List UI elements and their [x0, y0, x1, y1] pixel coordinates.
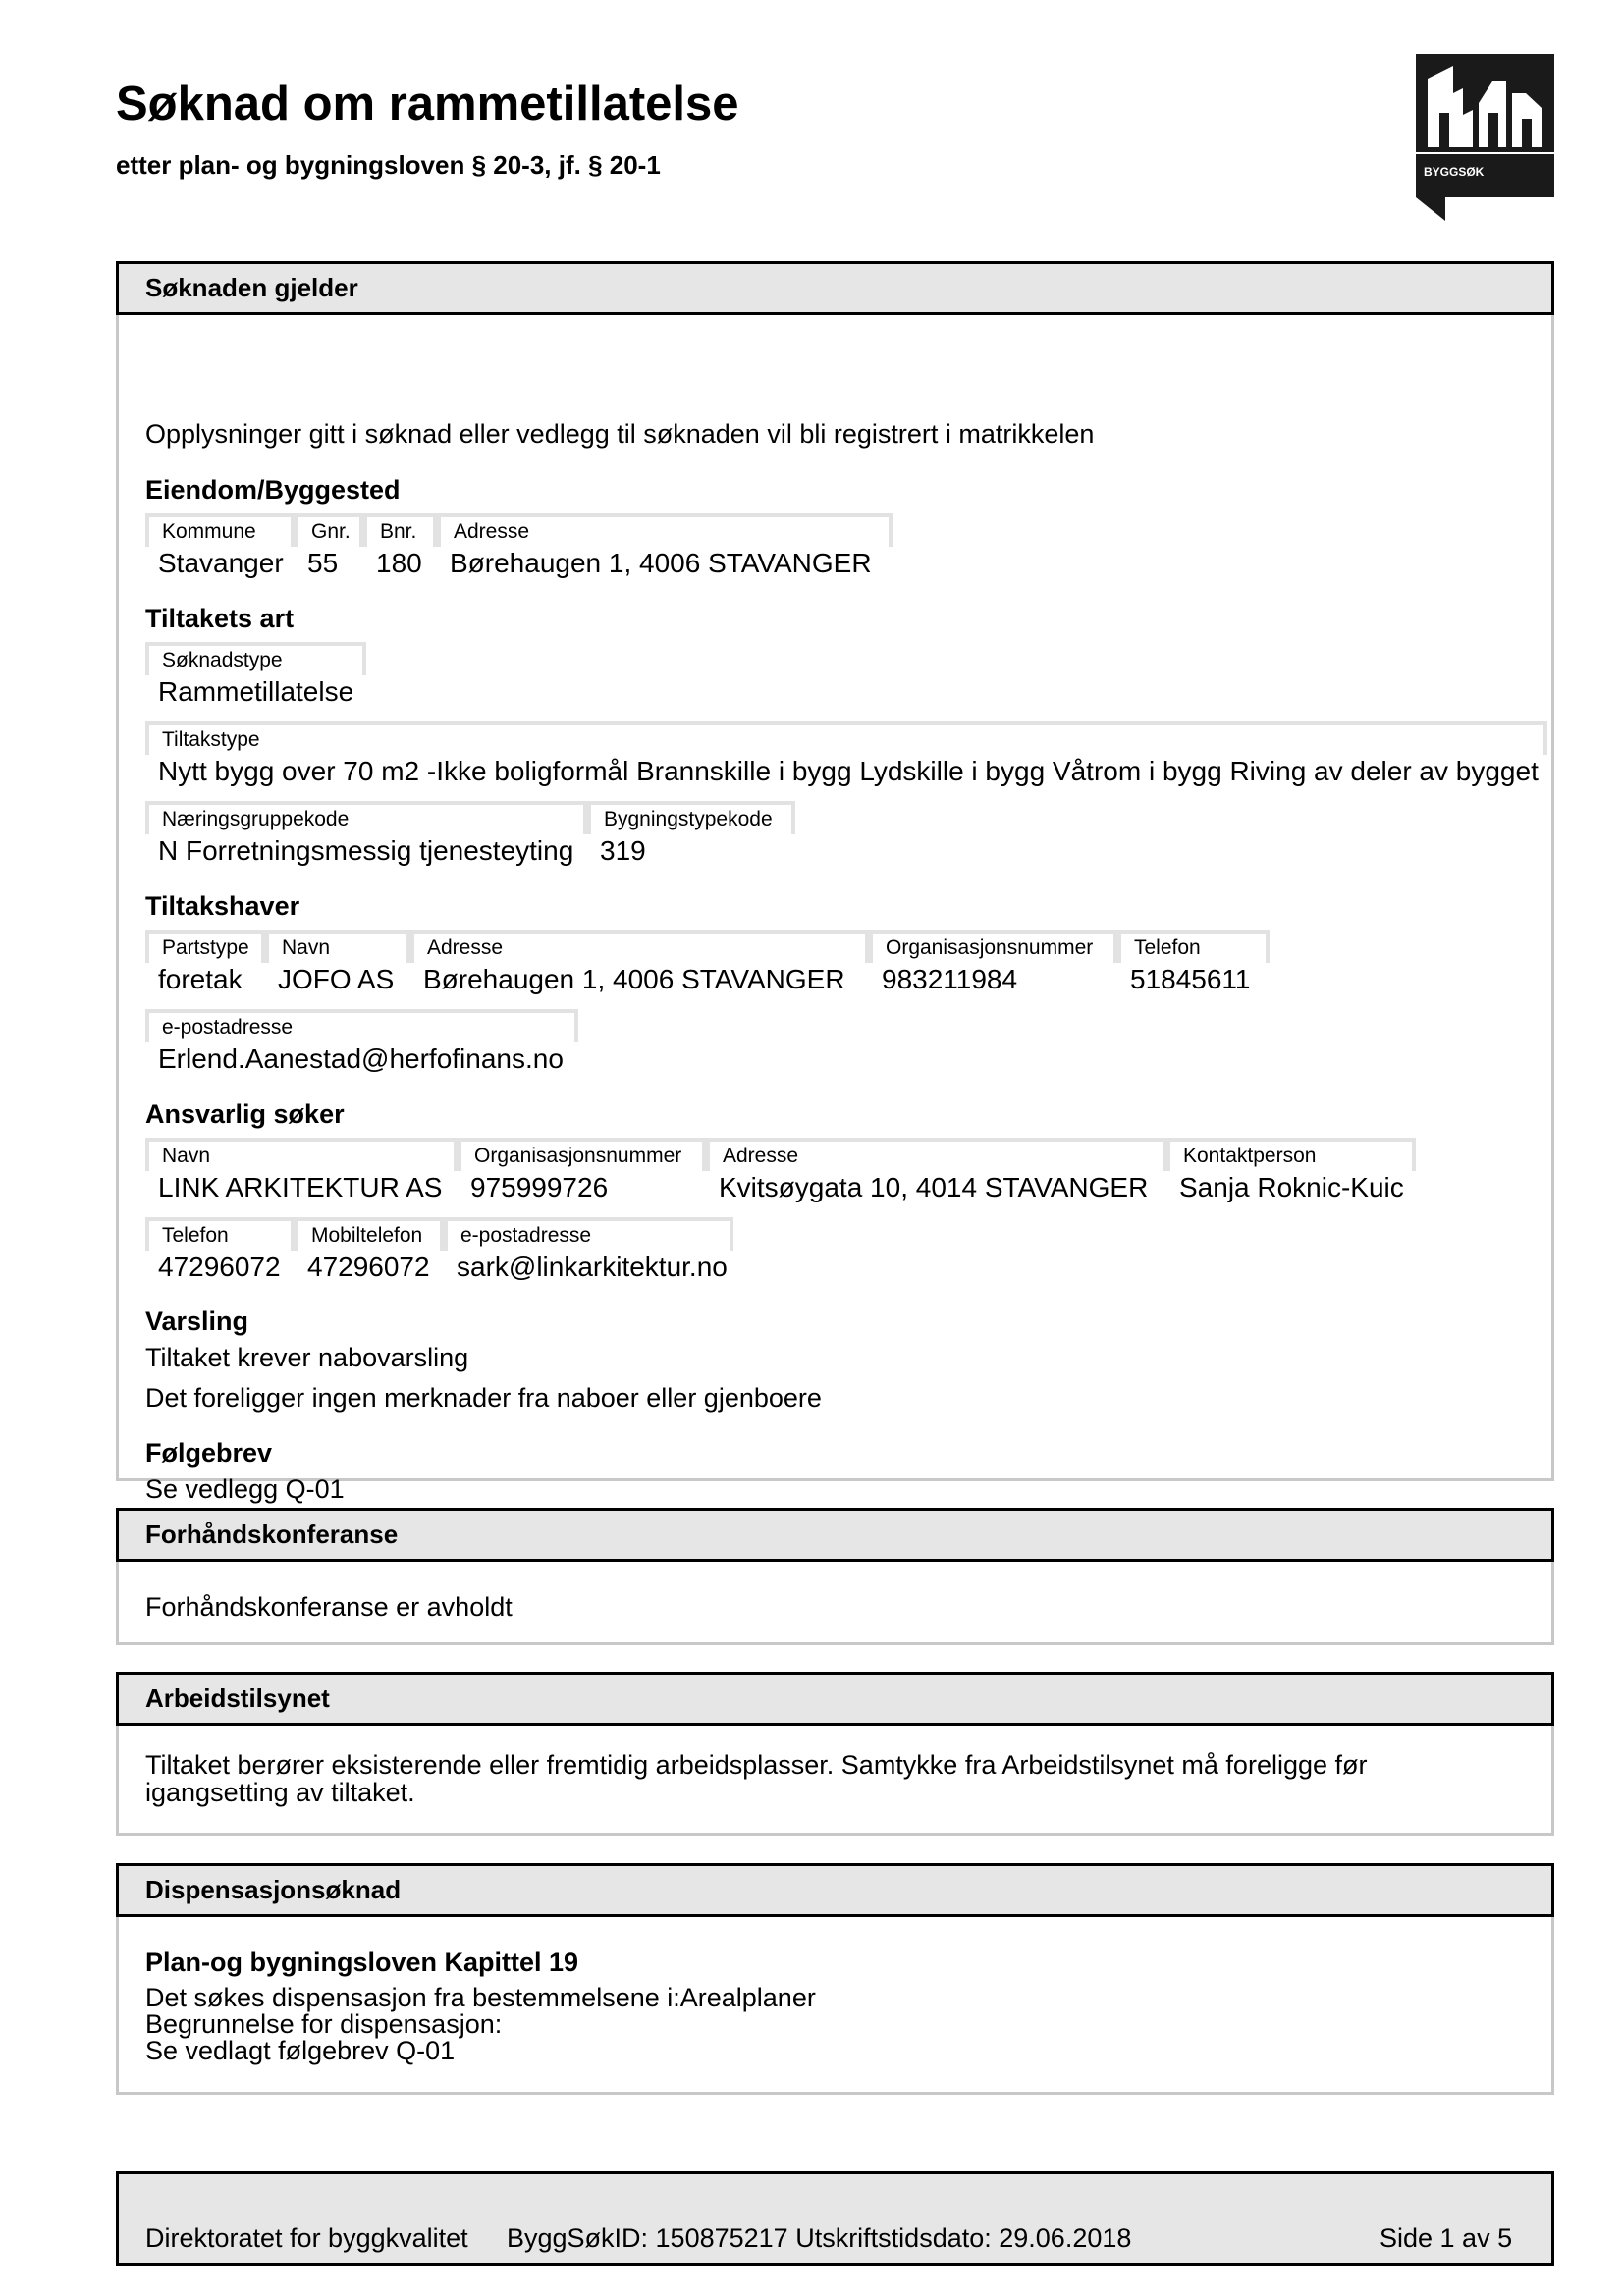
field-bygningstypekode — [587, 801, 795, 868]
field-value: 55 — [307, 548, 339, 578]
field-adresse — [706, 1138, 1166, 1204]
field-adresse — [437, 513, 893, 580]
field-kommune — [145, 513, 295, 580]
field-label: Adresse — [706, 1138, 1166, 1171]
field-value: 319 — [600, 835, 646, 866]
section-arbeidstilsynet — [116, 1672, 1554, 1836]
folgebrev-heading: Følgebrev — [145, 1438, 273, 1468]
field-value: Børehaugen 1, 4006 STAVANGER — [423, 964, 845, 994]
field-value: 51845611 — [1130, 964, 1251, 994]
field-value: 47296072 — [158, 1252, 281, 1282]
field-label: Kontaktperson — [1166, 1138, 1416, 1171]
disp-line-3: Se vedlagt følgebrev Q-01 — [145, 2036, 456, 2065]
field-label: Navn — [265, 930, 410, 963]
field-label: Partstype — [145, 930, 265, 963]
section-dispensasjonsoknad — [116, 1863, 1554, 2095]
field-label: Kommune — [145, 513, 295, 547]
field-value: N Forretningsmessig tjenesteyting — [158, 835, 574, 866]
field-label: Tiltakstype — [145, 721, 1547, 755]
field-telefon — [1117, 930, 1270, 996]
field-value: Stavanger — [158, 548, 284, 578]
varsling-line-1: Tiltaket krever nabovarsling — [145, 1343, 469, 1372]
field-value: Sanja Roknic-Kuic — [1179, 1172, 1404, 1202]
field-value: Nytt bygg over 70 m2 -Ikke boligformål Brannskille i bygg Lydskille i bygg Våtrom i bygg Riving av deler av bygget — [158, 756, 1539, 786]
section-header: Dispensasjonsøknad — [116, 1863, 1554, 1917]
section-header: Forhåndskonferanse — [116, 1508, 1554, 1562]
field-label: Organisasjonsnummer — [869, 930, 1117, 963]
folgebrev-text: Se vedlegg Q-01 — [145, 1474, 345, 1504]
field-label: Adresse — [410, 930, 869, 963]
field-value: 180 — [376, 548, 422, 578]
disp-line-2: Begrunnelse for dispensasjon: — [145, 2009, 503, 2039]
document-title: Søknad om rammetillatelse — [116, 78, 739, 131]
field-value: Børehaugen 1, 4006 STAVANGER — [450, 548, 872, 578]
section-forhandskonferanse — [116, 1508, 1554, 1645]
field-label: e-postadresse — [145, 1009, 578, 1042]
section-soknaden-gjelder — [116, 261, 1554, 1504]
field-telefon — [145, 1217, 295, 1284]
field-value: Rammetillatelse — [158, 676, 354, 707]
field-value: 47296072 — [307, 1252, 430, 1282]
field-label: Søknadstype — [145, 642, 366, 675]
field-organisasjonsnummer — [869, 930, 1117, 996]
forhand-text: Forhåndskonferanse er avholdt — [145, 1592, 513, 1622]
logo-text: BYGGSØK — [1424, 165, 1485, 179]
disp-heading: Plan-og bygningsloven Kapittel 19 — [145, 1948, 579, 1977]
field-label: Adresse — [437, 513, 893, 547]
field-label: Telefon — [145, 1217, 295, 1251]
field-label: Bnr. — [363, 513, 437, 547]
field-label: Næringsgruppekode — [145, 801, 587, 834]
field-label: Mobiltelefon — [295, 1217, 444, 1251]
footer-page-number: Side 1 av 5 — [1380, 2223, 1513, 2253]
field-value: Kvitsøygata 10, 4014 STAVANGER — [719, 1172, 1149, 1202]
field-value: JOFO AS — [278, 964, 395, 994]
field-value: 983211984 — [882, 964, 1018, 994]
field-partstype — [145, 930, 265, 996]
field-navn — [265, 930, 410, 996]
disp-line-1: Det søkes dispensasjon fra bestemmelsene i:Arealplaner — [145, 1983, 816, 2012]
field-gnr — [295, 513, 363, 580]
field-soknadstype — [145, 642, 366, 709]
field-navn — [145, 1138, 458, 1204]
arbeid-line-1: Tiltaket berører eksisterende eller fremtidig arbeidsplasser. Samtykke fra Arbeidstilsynet må foreligge før — [145, 1750, 1368, 1780]
eiendom-heading: Eiendom/Byggested — [145, 475, 401, 505]
document-subtitle: etter plan- og bygningsloven § 20-3, jf. § 20-1 — [116, 150, 661, 180]
field-tiltakstype — [145, 721, 1547, 788]
footer-id: ByggSøkID: 150875217 Utskriftstidsdato: 29.06.2018 — [507, 2223, 1132, 2253]
varsling-line-2: Det foreligger ingen merknader fra naboer eller gjenboere — [145, 1383, 822, 1413]
field-bnr — [363, 513, 437, 580]
field-adresse — [410, 930, 869, 996]
field-label: Bygningstypekode — [587, 801, 795, 834]
field-organisasjonsnummer — [458, 1138, 706, 1204]
field-epostadresse — [444, 1217, 733, 1284]
section-header: Arbeidstilsynet — [116, 1672, 1554, 1726]
footer-org: Direktoratet for byggkvalitet — [145, 2223, 468, 2253]
tiltak-heading: Tiltakets art — [145, 604, 295, 633]
field-value: Erlend.Aanestad@herfofinans.no — [158, 1043, 564, 1074]
byggsok-logo — [1416, 54, 1554, 221]
section-header: Søknaden gjelder — [116, 261, 1554, 315]
field-mobiltelefon — [295, 1217, 444, 1284]
page-footer — [116, 2171, 1554, 2266]
field-label: Telefon — [1117, 930, 1270, 963]
ansvarlig-heading: Ansvarlig søker — [145, 1099, 345, 1129]
varsling-heading: Varsling — [145, 1307, 249, 1336]
field-kontaktperson — [1166, 1138, 1416, 1204]
field-naeringsgruppekode — [145, 801, 587, 868]
field-label: Organisasjonsnummer — [458, 1138, 706, 1171]
field-epostadresse — [145, 1009, 578, 1076]
intro-text: Opplysninger gitt i søknad eller vedlegg til søknaden vil bli registrert i matrikkelen — [145, 419, 1095, 449]
field-value: LINK ARKITEKTUR AS — [158, 1172, 443, 1202]
field-label: Gnr. — [295, 513, 363, 547]
field-value: foretak — [158, 964, 243, 994]
field-label: Navn — [145, 1138, 458, 1171]
field-value: 975999726 — [470, 1172, 609, 1202]
tiltakshaver-heading: Tiltakshaver — [145, 891, 300, 921]
arbeid-line-2: igangsetting av tiltaket. — [145, 1778, 415, 1807]
field-value: sark@linkarkitektur.no — [457, 1252, 728, 1282]
field-label: e-postadresse — [444, 1217, 733, 1251]
